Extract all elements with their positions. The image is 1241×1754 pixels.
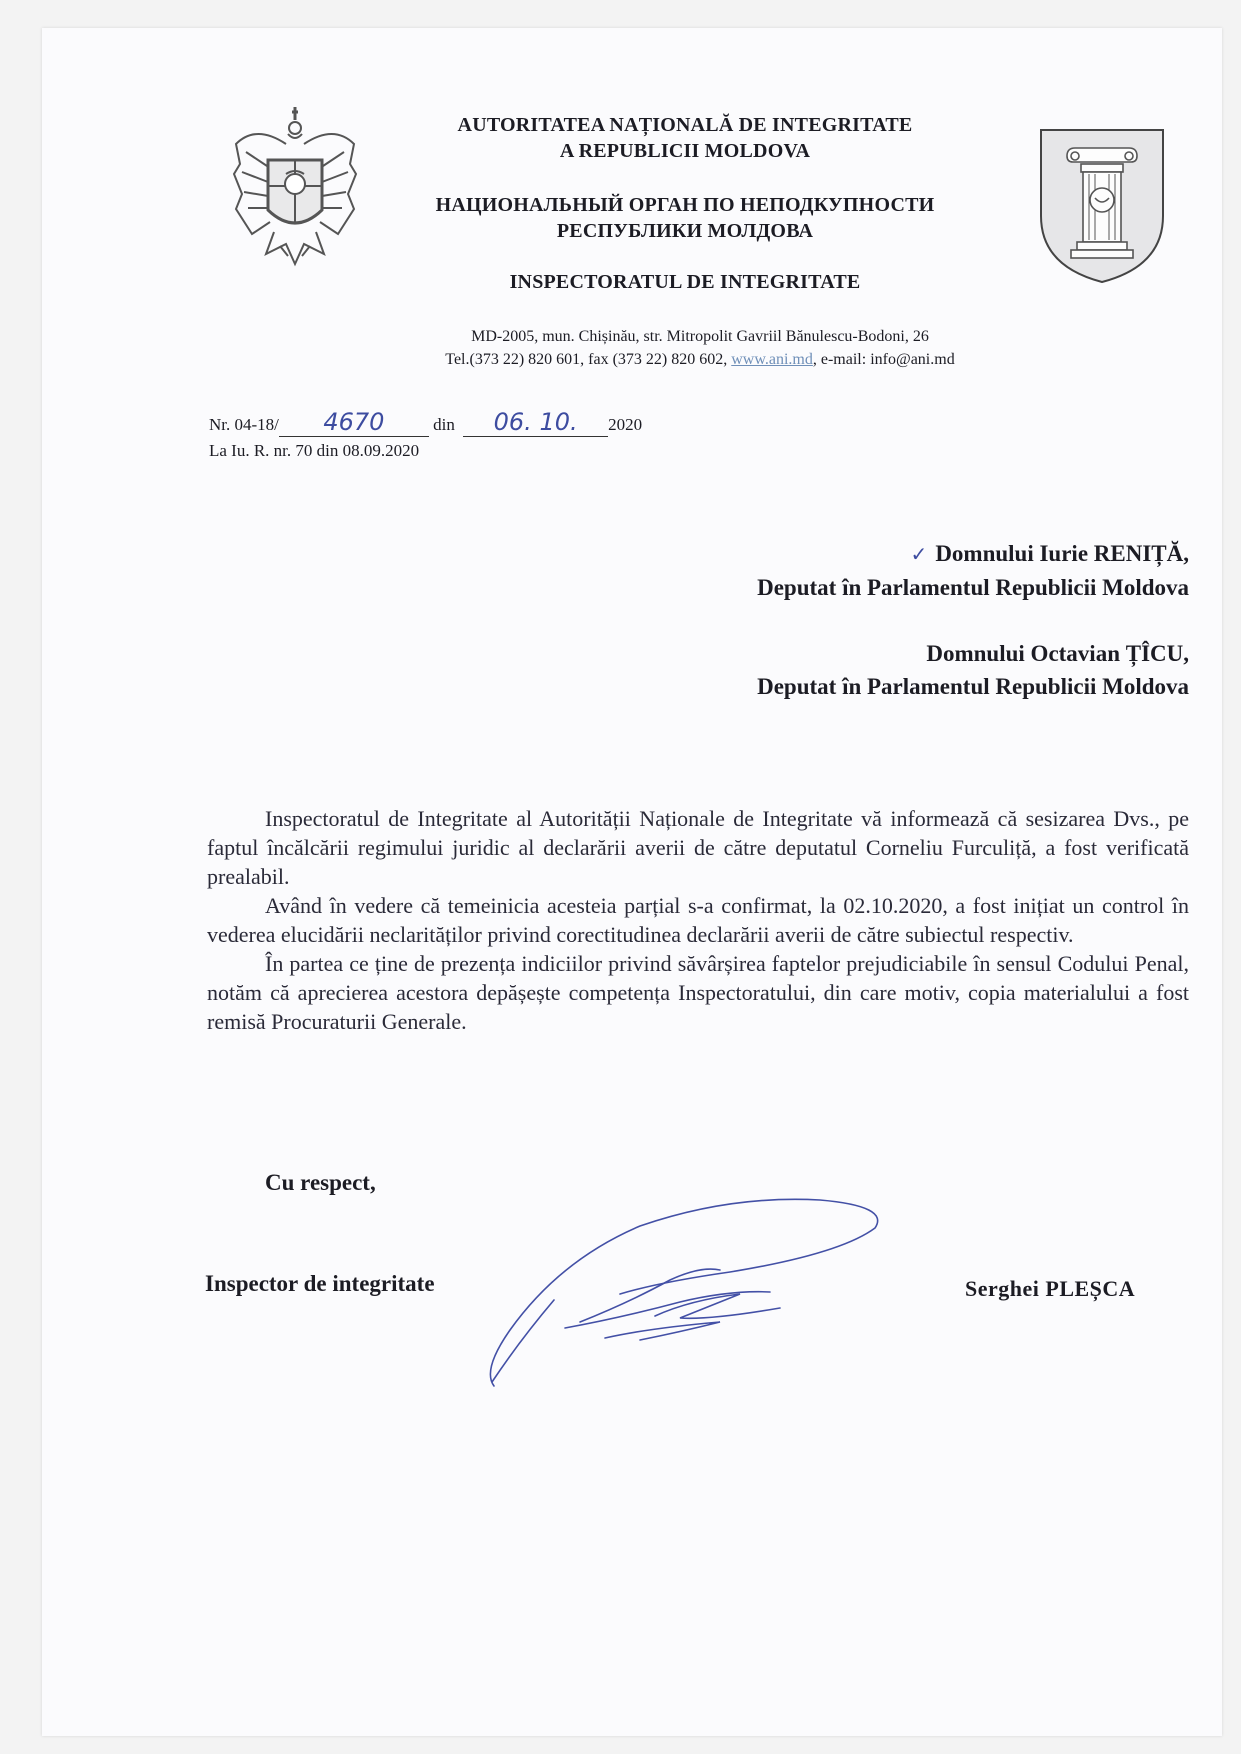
addressee-name-text: Domnului Iurie RENIȚĂ, — [935, 541, 1189, 566]
reference-number-line — [209, 408, 642, 437]
date-label: din — [433, 415, 455, 434]
addressee-role: Deputat în Parlamentul Republicii Moldova — [757, 674, 1189, 699]
checkmark-icon: ✓ — [910, 542, 928, 566]
handwritten-signature — [480, 1190, 900, 1390]
contact-phone-fax: Tel.(373 22) 820 601, fax (373 22) 820 602, — [445, 351, 728, 368]
org-name-ro-line2: A REPUBLICII MOLDOVA — [559, 140, 811, 162]
date-handwritten: 06. 10. — [493, 408, 578, 436]
contact-line — [380, 351, 1020, 369]
moldova-coat-of-arms-icon — [226, 104, 364, 270]
signatory-name: Serghei PLEȘCA — [965, 1276, 1136, 1301]
signatory-position: Inspector de integritate — [205, 1271, 435, 1296]
department-title: INSPECTORATUL DE INTEGRITATE — [509, 271, 861, 293]
date-year: 2020 — [608, 415, 643, 434]
letter-body — [207, 804, 1189, 1036]
incoming-reference-line: La Iu. R. nr. 70 din 08.09.2020 — [209, 441, 420, 460]
org-name-ru-line2: РЕСПУБЛИКИ МОЛДОВА — [556, 220, 814, 242]
body-paragraph: Având în vedere că temeinicia acesteia parțial s-a confirmat, la 02.10.2020, a fost inițiat un control în vederea elucidării neclarităților privind corectitudinea declarării averii de către subiectul respectiv. — [207, 893, 1189, 947]
body-paragraph: Inspectoratul de Integritate al Autorității Naționale de Integritate vă informează că sesizarea Dvs., pe faptul încălcării regimului juridic al declarării averii de către deputatul Corneliu Furculiță, a fost verificată prealabil. — [207, 806, 1189, 889]
address-line: MD-2005, mun. Chișinău, str. Mitropolit Gavriil Bănulescu-Bodoni, 26 — [471, 328, 929, 345]
date-field — [463, 408, 608, 437]
body-paragraph: În partea ce ține de prezența indiciilor privind săvârșirea faptelor prejudiciabile în sensul Codului Penal, notăm că aprecierea acestora depășește competența Inspectoratului, din care motiv, copia materialului a fost remisă Procuraturii Generale. — [207, 951, 1189, 1034]
addressee-block-1 — [757, 537, 1189, 604]
reference-number-handwritten: 4670 — [323, 408, 385, 436]
addressee-name: Domnului Octavian ȚÎCU, — [926, 641, 1189, 666]
org-name-ro-line1: AUTORITATEA NAȚIONALĂ DE INTEGRITATE — [457, 114, 913, 136]
reference-number-field — [279, 408, 429, 437]
website-link[interactable]: www.ani.md — [731, 351, 813, 368]
addressee-name — [757, 537, 1189, 571]
org-name-ru-line1: НАЦИОНАЛЬНЫЙ ОРГАН ПО НЕПОДКУПНОСТИ — [435, 194, 935, 216]
contact-email: , e-mail: info@ani.md — [812, 351, 955, 368]
ani-column-emblem-icon — [1037, 126, 1167, 286]
addressee-block-2 — [757, 637, 1189, 703]
closing-regards: Cu respect, — [265, 1170, 376, 1195]
addressee-role: Deputat în Parlamentul Republicii Moldova — [757, 575, 1189, 600]
reference-number-label: Nr. 04-18/ — [209, 415, 279, 434]
